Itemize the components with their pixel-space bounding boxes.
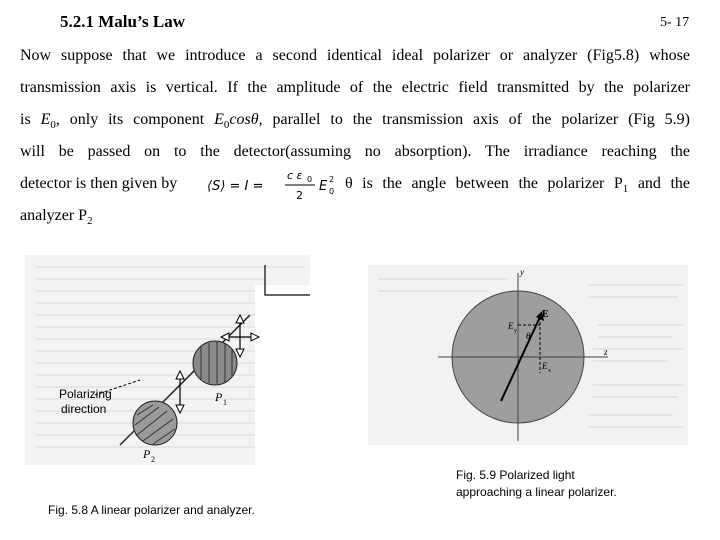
label-polarizing: Polarizing (59, 387, 112, 401)
label-p1-sub: 1 (223, 398, 227, 407)
label-e: E (542, 309, 549, 320)
page-number: 5- 17 (660, 15, 690, 30)
paragraph-line-6: analyzer $P_2$ (20, 207, 93, 228)
label-direction: direction (61, 402, 107, 416)
label-ex-sub: x (548, 368, 551, 374)
detector-box (255, 285, 310, 465)
formula-term: E (319, 179, 328, 194)
polarizer-p2-disk (133, 401, 177, 445)
paragraph-line-4: will be passed on to the detector(assuming no absorption). The irradiance reaching the (20, 143, 690, 160)
label-ex: E (542, 361, 548, 371)
paragraph-line-3: is $E_0$, only its component $E_0\cos\theta$, parallel to the transmission axis of the polarizer (Fig 5.9) (20, 111, 691, 132)
analyzer-p1-disk (193, 341, 237, 385)
label-theta: θ (526, 331, 531, 341)
label-ey: E (508, 321, 514, 331)
axis-z-label: z (604, 347, 608, 357)
formula-term-sup: 2 (329, 175, 335, 184)
label-p2: P (143, 447, 151, 461)
axis-y-label: y (520, 267, 524, 277)
formula-lhs: ⟨S⟩ = I = (207, 179, 264, 194)
section-heading: 5.2.1 Malu’s Law (60, 12, 185, 31)
label-p1: P (215, 390, 223, 404)
formula-numerator-sub: 0 (307, 175, 313, 184)
formula-numerator: c ε (287, 169, 303, 182)
caption-fig-5-9 (456, 467, 617, 501)
figure-5-8-polarizer-analyzer (25, 255, 310, 465)
figure-5-9-polarized-light (368, 265, 688, 445)
formula-denominator: 2 (296, 189, 303, 202)
paragraph-line-1: Now suppose that we introduce a second identical ideal polarizer or analyzer (Fig5.8) whose (20, 47, 690, 64)
irradiance-formula (205, 166, 345, 202)
paragraph-line-5-end: θ is the angle between the polarizer $P_1$ and the (345, 175, 690, 196)
label-ey-sub: y (514, 328, 517, 334)
paragraph-line-5-start: detector is then given by (20, 175, 178, 192)
caption-fig-5-8: Fig. 5.8 A linear polarizer and analyzer. (48, 503, 255, 517)
caption-fig-5-9-line-1: Fig. 5.9 Polarized light (456, 468, 575, 482)
formula-term-sub: 0 (329, 187, 335, 196)
caption-fig-5-9-line-2: approaching a linear polarizer. (456, 485, 617, 499)
label-p2-sub: 2 (151, 455, 155, 464)
paragraph-line-2: transmission axis is vertical. If the amplitude of the electric field transmitted by the polarizer (20, 79, 690, 96)
